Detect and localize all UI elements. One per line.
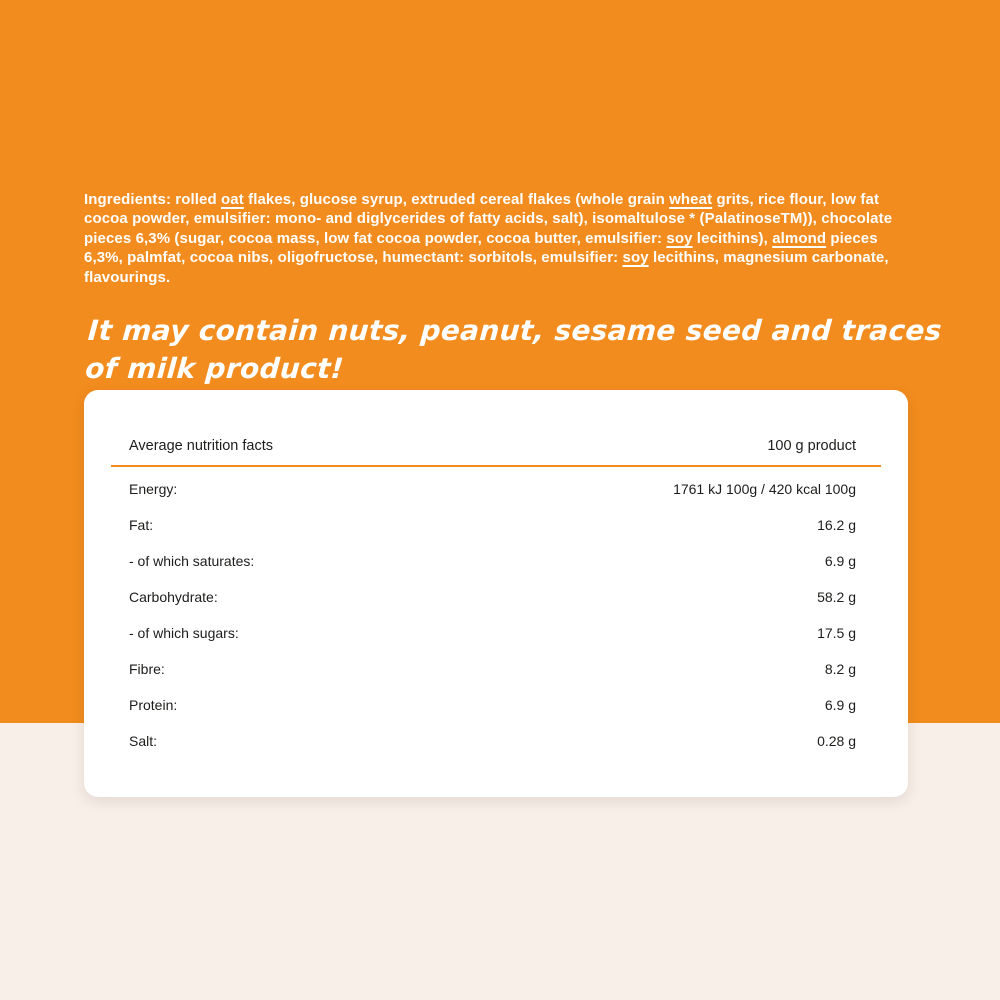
- header-divider-line: [111, 465, 881, 467]
- nutrition-row: [111, 623, 881, 643]
- nutrient-value: 6.9 g: [824, 553, 856, 569]
- allergen-warning-text: It may contain nuts, peanut, sesame seed and traces of milk product!: [84, 314, 943, 385]
- nutrient-value: 17.5 g: [817, 625, 856, 641]
- allergen-term: soy: [622, 249, 649, 267]
- ingredients-segment: flakes, glucose syrup, extruded cereal flakes (whole grain: [243, 191, 670, 208]
- ingredients-segment: Ingredients: rolled: [84, 191, 222, 208]
- nutrient-value: 8.2 g: [824, 661, 856, 677]
- allergen-term: oat: [221, 191, 244, 208]
- nutrition-row: [111, 479, 881, 499]
- ingredients-segment: lecithins, magnesium carbonate, flavourings.: [84, 249, 889, 286]
- nutrient-label: Protein:: [129, 697, 178, 713]
- nutrition-row: [111, 551, 881, 571]
- nutrient-value: 58.2 g: [817, 589, 856, 605]
- nutrition-row: [111, 731, 881, 751]
- nutrition-header-unit: 100 g product: [767, 438, 856, 454]
- ingredients-segment: grits, rice flour, low fat cocoa powder, emulsifier: mono- and diglycerides of fatty acids, salt), isomaltulose * (PalatinoseTM)), chocolate pieces 6,3% (sugar, cocoa mass, low fat cocoa powder, cocoa butter, emulsifier:: [84, 191, 893, 247]
- allergen-term: soy: [666, 229, 693, 247]
- nutrient-label: - of which sugars:: [129, 625, 239, 641]
- nutrition-row: [111, 587, 881, 607]
- nutrition-table: [111, 390, 881, 751]
- nutrient-label: Carbohydrate:: [129, 589, 218, 605]
- nutrient-value: 1761 kJ 100g / 420 kcal 100g: [673, 481, 856, 497]
- ingredients-segment: lecithins),: [692, 229, 773, 247]
- nutrition-facts-card: [84, 390, 908, 797]
- allergen-term: wheat: [669, 191, 713, 208]
- ingredients-text: [84, 190, 918, 287]
- nutrient-label: Fibre:: [129, 661, 165, 677]
- nutrient-label: Fat:: [129, 517, 154, 533]
- nutrition-header-title: Average nutrition facts: [129, 438, 274, 454]
- nutrient-value: 16.2 g: [817, 517, 856, 533]
- nutrition-row: [111, 659, 881, 679]
- nutrition-row: [111, 695, 881, 715]
- nutrient-value: 6.9 g: [824, 697, 856, 713]
- nutrition-table-header: [111, 436, 881, 456]
- nutrient-label: Energy:: [129, 481, 178, 497]
- nutrient-label: Salt:: [129, 733, 158, 749]
- nutrient-value: 0.28 g: [817, 733, 856, 749]
- nutrient-label: - of which saturates:: [129, 553, 255, 569]
- allergen-term: almond: [772, 229, 827, 247]
- nutrition-rows: [111, 479, 881, 751]
- nutrition-row: [111, 515, 881, 535]
- ingredients-segment: pieces 6,3%, palmfat, cocoa nibs, oligofructose, humectant: sorbitols, emulsifier:: [84, 229, 878, 267]
